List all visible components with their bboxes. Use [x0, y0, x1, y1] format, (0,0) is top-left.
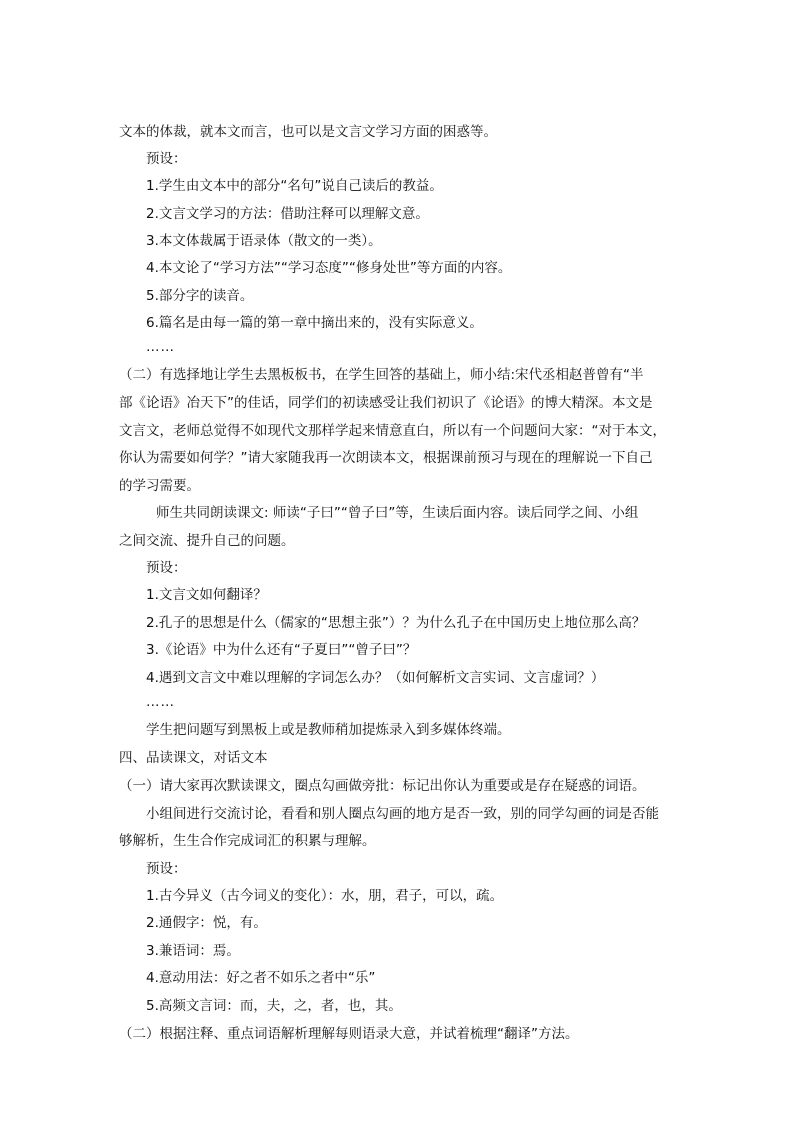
text-line: 预设：: [146, 861, 187, 877]
text-line: 师生共同朗读课文: 师读“子曰”“曾子曰”等，生读后面内容。读后同学之间、小组: [156, 505, 639, 521]
ellipsis: ……: [146, 339, 175, 355]
ellipsis: ……: [146, 694, 175, 710]
text-line: 预设：: [146, 151, 187, 167]
list-item: 6.篇名是由每一篇的第一章中摘出来的，没有实际意义。: [146, 315, 483, 331]
text-line: 够解析，生生合作完成词汇的积累与理解。: [119, 833, 376, 849]
list-item: 4.本文论了“学习方法”“学习态度”“修身处世”等方面的内容。: [146, 260, 512, 276]
list-item: 1.文言文如何翻译？: [146, 587, 267, 603]
list-item: 4.遇到文言文中难以理解的字词怎么办？（如何解析文言实词、文言虚词？）: [146, 670, 605, 686]
section-heading: 四、品读课文，对话文本: [119, 750, 268, 766]
list-item: 1.古今异义（古今词义的变化）：水，朋，君子，可以，疏。: [146, 888, 504, 904]
text-line: 文言文，老师总觉得不如现代文那样学起来情意直白，所以有一个问题问大家：“对于本文，: [119, 423, 666, 439]
text-line: 部《论语》冶天下”的佳话，同学们的初读感受让我们初识了《论语》的博大精深。本文是: [119, 395, 653, 411]
text-line: 小组间进行交流讨论，看看和别人圈点勾画的地方是否一致，别的同学勾画的词是否能: [146, 806, 659, 822]
list-item: 3.《论语》中为什么还有“子夏曰”“曾子曰”？: [146, 642, 417, 658]
list-item: 5.高频文言词：而，夫，之，者，也，其。: [146, 998, 402, 1014]
list-item: 3.本文体裁属于语录体（散文的一类）。: [146, 233, 382, 249]
text-line: 学生把问题写到黑板上或是教师稍加提炼录入到多媒体终端。: [146, 722, 511, 738]
list-item: 1.学生由文本中的部分“名句”说自己读后的教益。: [146, 178, 443, 194]
list-item: 5.部分字的读音。: [146, 288, 254, 304]
text-line: 的学习需要。: [119, 478, 200, 494]
list-item: 3.兼语词：焉。: [146, 943, 240, 959]
list-item: 2.文言文学习的方法：借助注释可以理解文意。: [146, 206, 429, 222]
text-line: 你认为需要如何学？”请大家随我再一次朗读本文，根据课前预习与现在的理解说一下自己: [119, 450, 653, 466]
list-item: 2.通假字：悦，有。: [146, 915, 267, 931]
list-item: 2.孔子的思想是什么（儒家的“思想主张”）？为什么孔子在中国历史上地位那么高？: [146, 615, 646, 631]
text-line: （二）有选择地让学生去黑板板书，在学生回答的基础上，师小结:宋代丞相赵普曾有“半: [119, 367, 644, 383]
text-line: 文本的体裁，就本文而言，也可以是文言文学习方面的困惑等。: [119, 124, 497, 140]
text-line: （二）根据注释、重点词语解析理解每则语录大意，并试着梳理“翻译”方法。: [119, 1026, 579, 1042]
text-line: （一）请大家再次默读课文，圈点勾画做旁批：标记出你认为重要或是存在疑惑的词语。: [119, 778, 646, 794]
list-item: 4.意动用法：好之者不如乐之者中“乐”: [146, 970, 376, 986]
text-line: 预设：: [146, 560, 187, 576]
text-line: 之间交流、提升自己的问题。: [119, 533, 295, 549]
